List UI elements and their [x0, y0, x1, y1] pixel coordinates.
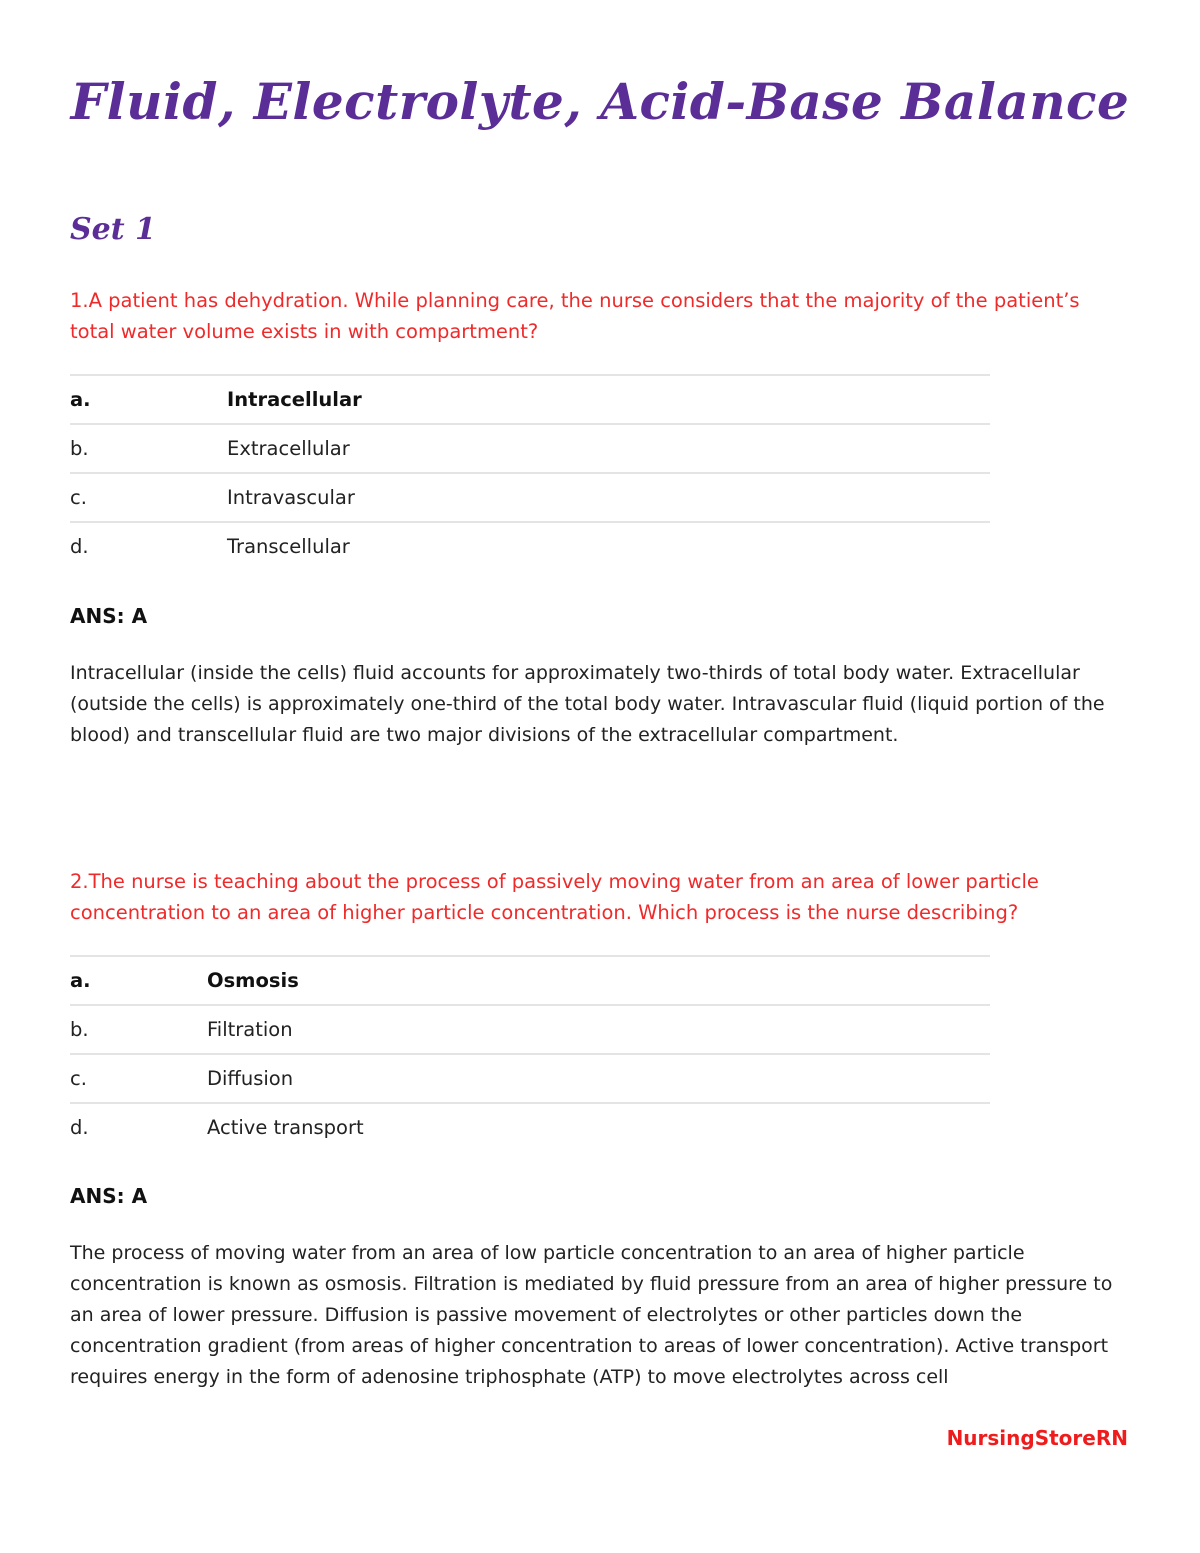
- option-text: Diffusion: [207, 1054, 990, 1103]
- option-letter: b.: [70, 424, 227, 473]
- option-letter: b.: [70, 1005, 207, 1054]
- option-letter: a.: [70, 956, 207, 1005]
- option-row: [70, 424, 990, 473]
- set-heading: Set 1: [70, 212, 156, 247]
- option-letter: d.: [70, 1103, 207, 1151]
- option-text: Active transport: [207, 1103, 990, 1151]
- option-row: [70, 1103, 990, 1151]
- question-text: A patient has dehydration. While planning care, the nurse considers that the majority of the patient’s total water volume exists in with compartment?: [70, 289, 1080, 343]
- option-row: [70, 473, 990, 522]
- option-text: Extracellular: [227, 424, 990, 473]
- answer-options-1: [70, 374, 990, 570]
- option-text: Filtration: [207, 1005, 990, 1054]
- option-row: [70, 522, 990, 570]
- option-row: [70, 956, 990, 1005]
- explanation-1: Intracellular (inside the cells) fluid accounts for approximately two-thirds of total body water. Extracellular (outside the cells) is approximately one-third of the total body water. Intravascular fluid (liquid portion of the blood) and transcellular fluid are two major divisions of the extracellular compartment.: [70, 662, 1105, 746]
- option-letter: c.: [70, 1054, 207, 1103]
- question-number: 1.: [70, 289, 89, 312]
- option-letter: d.: [70, 522, 227, 570]
- option-row: [70, 375, 990, 424]
- question-number: 2.: [70, 870, 89, 893]
- option-text: Intracellular: [227, 375, 990, 424]
- option-text: Osmosis: [207, 956, 990, 1005]
- question-2: [70, 866, 1130, 928]
- option-letter: c.: [70, 473, 227, 522]
- option-text: Intravascular: [227, 473, 990, 522]
- answer-label-2: ANS: A: [70, 1184, 148, 1208]
- option-text: Transcellular: [227, 522, 990, 570]
- option-letter: a.: [70, 375, 227, 424]
- answer-label-1: ANS: A: [70, 604, 148, 628]
- answer-options-2: [70, 955, 990, 1151]
- page-title: Fluid, Electrolyte, Acid-Base Balance: [70, 72, 1130, 131]
- option-row: [70, 1054, 990, 1103]
- question-1: [70, 285, 1130, 347]
- option-row: [70, 1005, 990, 1054]
- brand-watermark: NursingStoreRN: [946, 1426, 1128, 1450]
- explanation-2: The process of moving water from an area of low particle concentration to an area of higher particle concentration is known as osmosis. Filtration is mediated by fluid pressure from an area of higher pressure to an area of lower pressure. Diffusion is passive movement of electrolytes or other particles down the concentration gradient (from areas of higher concentration to areas of lower concentration). Active transport requires energy in the form of adenosine triphosphate (ATP) to move electrolytes across cell: [70, 1242, 1113, 1388]
- question-text: The nurse is teaching about the process of passively moving water from an area of lower particle concentration to an area of higher particle concentration. Which process is the nurse describing?: [70, 870, 1039, 924]
